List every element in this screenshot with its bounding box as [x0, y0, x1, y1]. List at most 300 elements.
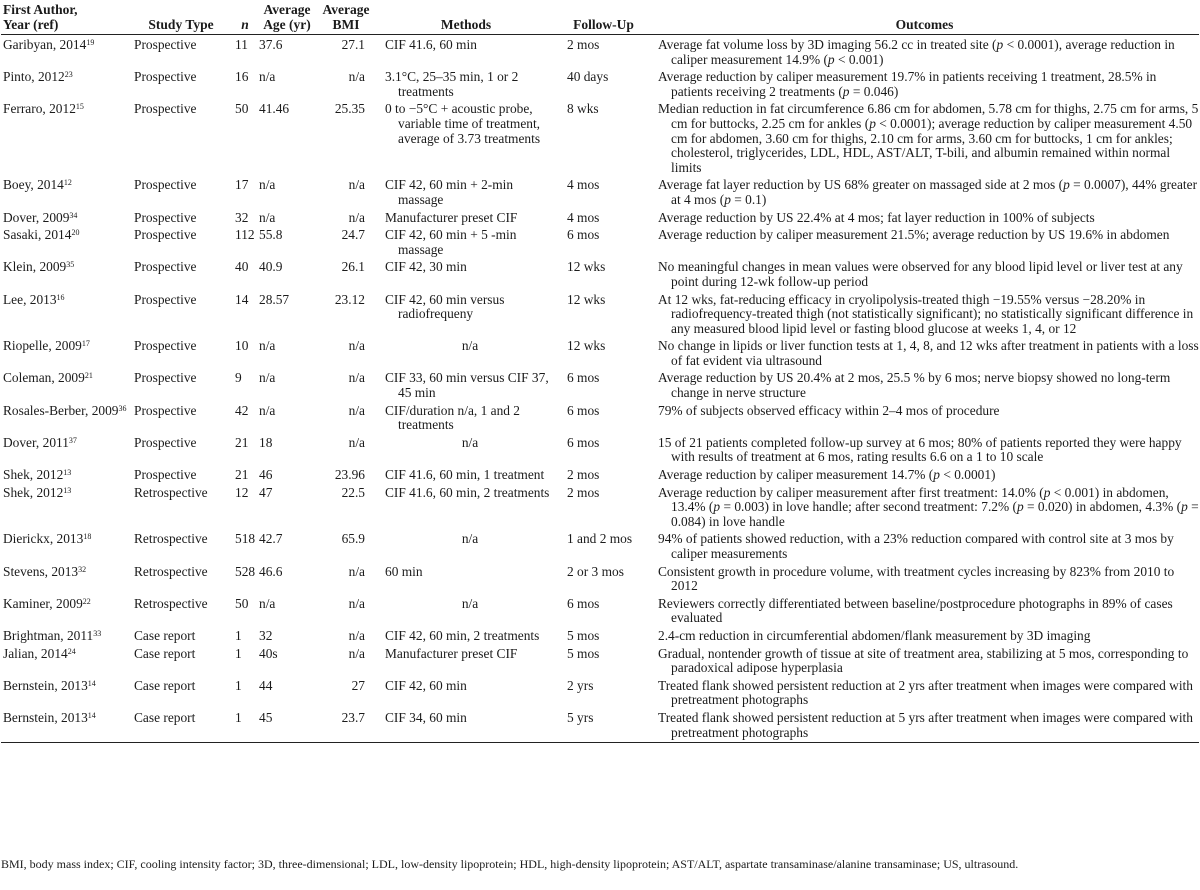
cell-bmi: n/a [348, 209, 365, 225]
cell-bmi: 27.1 [341, 37, 365, 52]
cell-methods [375, 563, 557, 595]
author-text: Kaminer, 2009 [3, 595, 83, 611]
cell-study-type: Case report [134, 677, 196, 693]
cell-author [1, 369, 129, 401]
cell-outcomes [650, 176, 1199, 208]
cell-outcomes [650, 291, 1199, 338]
outcomes-text: Gradual, nontender growth of tissue at site of treatment area, stabilizing at 5 mos, corresponding to paradoxical adipose hyperplasia [658, 645, 1189, 676]
reference-number: 35 [66, 260, 75, 270]
cell-outcomes [650, 677, 1199, 709]
reference-number: 23 [64, 70, 73, 80]
author-text: Stevens, 2013 [3, 563, 79, 579]
author-text: Shek, 2012 [3, 467, 64, 483]
table-row [1, 530, 1199, 562]
table-row [1, 35, 1199, 69]
cell-study-type: Retrospective [134, 484, 208, 500]
follow-up-text: 40 days [567, 69, 609, 85]
cell-author [1, 677, 129, 709]
cell-outcomes [650, 209, 1199, 227]
reference-number: 16 [56, 292, 65, 302]
cell-n: 10 [235, 338, 249, 354]
cell-n: 50 [235, 595, 249, 611]
cell-age: n/a [259, 69, 276, 85]
outcomes-text: Average reduction by caliper measurement 21.5%; average reduction by US 19.6% in abdomen [658, 227, 1170, 243]
methods-text: 3.1°C, 25–35 min, 1 or 2 treatments [385, 69, 519, 99]
cell-author [1, 291, 129, 338]
outcomes-text: 79% of subjects observed efficacy within 2–4 mos of procedure [658, 402, 1000, 418]
cell-n: 1 [235, 677, 242, 693]
outcomes-text: Average fat layer reduction by US 68% greater on massaged side at 2 mos (p = 0.0007), 44% greater at 4 mos (p = 0.1) [658, 177, 1198, 207]
cell-age: n/a [259, 595, 276, 611]
outcomes-text: At 12 wks, fat-reducing efficacy in cryolipolysis-treated thigh −19.55% versus −28.20% in radiofrequency-treated thigh (not statistically significant); no statistically significant difference in any measured blood lipid level or fasting blood glucose at weeks 1, 4, or 12 [658, 291, 1194, 336]
outcomes-text: 2.4-cm reduction in circumferential abdomen/flank measurement by 3D imaging [658, 627, 1091, 643]
cell-age: 18 [259, 434, 273, 450]
cell-outcomes [650, 595, 1199, 627]
cell-age: 44 [259, 677, 273, 693]
cell-outcomes [650, 369, 1199, 401]
cell-follow-up [557, 369, 650, 401]
cell-n: 528 [235, 563, 256, 579]
methods-text: Manufacturer preset CIF [385, 209, 518, 225]
follow-up-text: 2 or 3 mos [567, 563, 624, 579]
methods-text: 60 min [385, 563, 423, 579]
cell-follow-up [557, 627, 650, 645]
cell-n: 1 [233, 709, 257, 743]
methods-text: n/a [461, 338, 479, 354]
cell-methods [375, 100, 557, 176]
table-row [1, 484, 1199, 531]
cell-study-type: Prospective [134, 259, 197, 275]
cell-author [1, 563, 129, 595]
reference-number: 32 [78, 564, 87, 574]
table-row [1, 176, 1199, 208]
methods-text: CIF 42, 60 min + 2-min massage [385, 177, 514, 207]
methods-text: CIF 42, 60 min [385, 677, 467, 693]
cell-follow-up [557, 337, 650, 369]
outcomes-text: Average fat volume loss by 3D imaging 56.2 cc in treated site (p < 0.0001), average reduction in caliper measurement 14.9% (p < 0.001) [658, 37, 1175, 67]
cell-study-type: Prospective [134, 291, 197, 307]
cell-author [1, 337, 129, 369]
cell-bmi: 23.7 [317, 709, 375, 743]
follow-up-text: 5 mos [567, 645, 600, 661]
methods-text: CIF 34, 60 min [385, 709, 467, 725]
cell-outcomes [650, 530, 1199, 562]
outcomes-text: No change in lipids or liver function tests at 1, 4, 8, and 12 wks after treatment in patients with a loss of fat evident via ultrasound [658, 338, 1199, 368]
table-row [1, 595, 1199, 627]
table-row [1, 209, 1199, 227]
author-text: Riopelle, 2009 [3, 338, 82, 354]
cell-age: n/a [259, 209, 276, 225]
table-row [1, 100, 1199, 176]
cell-author [1, 645, 129, 677]
cell-follow-up [557, 709, 650, 743]
cell-author [1, 530, 129, 562]
cell-follow-up [557, 100, 650, 176]
table-row [1, 291, 1199, 338]
cell-n: 112 [235, 227, 255, 243]
cell-study-type: Prospective [134, 434, 197, 450]
cell-n: 9 [235, 370, 242, 386]
outcomes-text: Reviewers correctly differentiated between baseline/postprocedure photographs in 89% of cases evaluated [658, 595, 1173, 626]
cell-follow-up [557, 484, 650, 531]
cell-bmi: 24.7 [341, 227, 365, 243]
cell-methods [375, 709, 557, 743]
methods-text: CIF 42, 60 min versus radiofrequeny [385, 291, 505, 322]
follow-up-text: 1 and 2 mos [567, 531, 633, 547]
table-row [1, 68, 1199, 100]
reference-number: 21 [84, 371, 93, 381]
cell-methods [375, 369, 557, 401]
cell-follow-up [557, 258, 650, 290]
author-text: Garibyan, 2014 [3, 37, 87, 52]
outcomes-text: Average reduction by US 22.4% at 4 mos; fat layer reduction in 100% of subjects [658, 209, 1095, 225]
cell-methods [375, 677, 557, 709]
table-row [1, 258, 1199, 290]
cell-study-type: Prospective [134, 402, 197, 418]
cell-follow-up [557, 595, 650, 627]
outcomes-text: Average reduction by caliper measurement 14.7% (p < 0.0001) [658, 467, 996, 483]
cell-study-type: Prospective [134, 227, 197, 243]
cell-follow-up [557, 68, 650, 100]
cell-study-type: Retrospective [134, 531, 208, 547]
cell-study-type: Prospective [134, 467, 197, 483]
author-text: Bernstein, 2013 [3, 709, 88, 725]
author-text: Sasaki, 2014 [3, 227, 72, 243]
methods-text: CIF 41.6, 60 min, 2 treatments [385, 484, 550, 500]
outcomes-text: 15 of 21 patients completed follow-up survey at 6 mos; 80% of patients reported they were happy with results of treatment at 6 mos, rating results 6.6 on a 1 to 10 scale [658, 434, 1182, 465]
follow-up-text: 6 mos [567, 370, 600, 386]
cell-methods [375, 434, 557, 466]
table-row [1, 337, 1199, 369]
cell-methods [375, 484, 557, 531]
author-text: Lee, 2013 [3, 291, 57, 307]
cell-author [1, 68, 129, 100]
cell-methods [375, 530, 557, 562]
cell-bmi: 22.5 [341, 484, 365, 500]
cell-methods [375, 209, 557, 227]
cell-outcomes [650, 645, 1199, 677]
studies-table [1, 2, 1199, 743]
table-row [1, 709, 1199, 743]
methods-text: CIF 42, 60 min + 5 -min massage [385, 227, 517, 257]
cell-follow-up [557, 226, 650, 258]
cell-study-type: Case report [134, 627, 196, 643]
cell-follow-up [557, 402, 650, 434]
cell-methods [375, 402, 557, 434]
cell-methods [375, 35, 557, 69]
cell-follow-up [557, 209, 650, 227]
table-row [1, 226, 1199, 258]
cell-n: 518 [235, 531, 256, 547]
reference-number: 20 [71, 228, 80, 238]
cell-study-type: Prospective [134, 69, 197, 85]
cell-follow-up [557, 530, 650, 562]
methods-text: Manufacturer preset CIF [385, 645, 518, 661]
cell-n: 21 [235, 434, 249, 450]
cell-age: 32 [259, 627, 273, 643]
cell-study-type: Case report [134, 645, 196, 661]
cell-bmi: 65.9 [341, 531, 365, 547]
cell-n: 16 [235, 69, 249, 85]
cell-age: n/a [259, 402, 276, 418]
cell-outcomes [650, 434, 1199, 466]
cell-follow-up [557, 35, 650, 69]
author-text: Boey, 2014 [3, 177, 64, 193]
cell-bmi: n/a [348, 595, 365, 611]
cell-follow-up [557, 645, 650, 677]
cell-age: 37.6 [259, 37, 283, 52]
cell-author [1, 209, 129, 227]
cell-age: n/a [259, 338, 276, 354]
cell-age: 42.7 [259, 531, 283, 547]
methods-text: CIF/duration n/a, 1 and 2 treatments [385, 402, 521, 433]
table-row [1, 434, 1199, 466]
methods-text: CIF 33, 60 min versus CIF 37, 45 min [385, 370, 549, 401]
follow-up-text: 5 mos [567, 627, 600, 643]
cell-outcomes [650, 226, 1199, 258]
cell-methods [375, 68, 557, 100]
outcomes-text: Treated flank showed persistent reduction at 5 yrs after treatment when images were compared with pretreatment photographs [658, 709, 1193, 740]
cell-follow-up [557, 466, 650, 484]
cell-bmi: 27 [351, 677, 365, 693]
cell-author [1, 226, 129, 258]
table-body [1, 35, 1199, 743]
reference-number: 14 [87, 678, 96, 688]
outcomes-text: No meaningful changes in mean values were observed for any blood lipid level or liver test at any point during 12-wk follow-up period [658, 259, 1183, 289]
cell-follow-up [557, 563, 650, 595]
reference-number: 13 [63, 485, 72, 495]
reference-number: 13 [63, 468, 72, 478]
reference-number: 37 [68, 435, 77, 445]
cell-outcomes [650, 35, 1199, 69]
reference-number: 36 [118, 403, 127, 413]
cell-study-type: Prospective [134, 101, 197, 117]
follow-up-text: 4 mos [567, 177, 600, 193]
reference-number: 15 [75, 102, 84, 112]
methods-text: n/a [461, 595, 479, 611]
outcomes-text: Median reduction in fat circumference 6.86 cm for abdomen, 5.78 cm for thighs, 2.75 cm for arms, 5 cm for buttocks, 2.25 cm for ankles (p < 0.0001); average reduction by caliper measurement 4.50 cm for abdomen, 3.60 cm for thighs, 2.10 cm for arms, 3.60 cm for buttocks, 1 cm for ankles; cholesterol, triglycerides, LDL, HDL, AST/ALT, T-bili, and albumin remained within normal limits [658, 101, 1199, 175]
author-text: Jalian, 2014 [3, 645, 68, 661]
cell-age: 45 [257, 709, 317, 743]
cell-author [1, 595, 129, 627]
author-text: Bernstein, 2013 [3, 677, 88, 693]
author-text: Klein, 2009 [3, 259, 67, 275]
author-text: Ferraro, 2012 [3, 101, 76, 117]
cell-bmi: n/a [348, 627, 365, 643]
outcomes-text: Treated flank showed persistent reduction at 2 yrs after treatment when images were compared with pretreatment photographs [658, 677, 1193, 708]
cell-outcomes [650, 337, 1199, 369]
table-row [1, 369, 1199, 401]
cell-study-type: Prospective [134, 370, 197, 386]
cell-bmi: n/a [348, 370, 365, 386]
table-row [1, 627, 1199, 645]
follow-up-text: 2 mos [567, 484, 600, 500]
cell-study-type: Retrospective [134, 563, 208, 579]
cell-methods [375, 595, 557, 627]
header-author: First Author, Year (ref) [1, 2, 129, 35]
header-methods: Methods [375, 2, 557, 35]
cell-author [1, 434, 129, 466]
cell-methods [375, 258, 557, 290]
header-row [1, 2, 1199, 35]
cell-bmi: n/a [348, 338, 365, 354]
cell-methods [375, 645, 557, 677]
author-text: Dover, 2011 [3, 434, 69, 450]
follow-up-text: 6 mos [567, 227, 600, 243]
author-text: Dover, 2009 [3, 209, 70, 225]
reference-number: 19 [86, 38, 95, 47]
cell-methods [375, 226, 557, 258]
cell-n: 1 [235, 645, 242, 661]
cell-bmi: n/a [348, 402, 365, 418]
reference-number: 24 [67, 646, 76, 656]
cell-methods [375, 176, 557, 208]
cell-n: 42 [235, 402, 249, 418]
cell-age: 41.46 [259, 101, 290, 117]
cell-n: 21 [235, 467, 249, 483]
cell-follow-up [557, 677, 650, 709]
cell-outcomes [650, 709, 1199, 743]
cell-author [1, 35, 129, 69]
cell-bmi: n/a [348, 434, 365, 450]
cell-bmi: 23.96 [334, 467, 365, 483]
table-row [1, 466, 1199, 484]
header-study-type: Study Type [129, 2, 233, 35]
follow-up-text: 6 mos [567, 434, 600, 450]
cell-n: 1 [235, 627, 242, 643]
cell-n: 11 [235, 37, 248, 52]
cell-follow-up [557, 434, 650, 466]
cell-outcomes [650, 563, 1199, 595]
methods-text: CIF 42, 60 min, 2 treatments [385, 627, 540, 643]
methods-text: n/a [461, 531, 479, 547]
cell-author [1, 627, 129, 645]
follow-up-text: 4 mos [567, 209, 600, 225]
cell-bmi: n/a [348, 69, 365, 85]
reference-number: 18 [83, 532, 92, 542]
author-text: Rosales-Berber, 2009 [3, 402, 119, 418]
follow-up-text: 12 wks [567, 259, 606, 275]
reference-number: 33 [93, 628, 102, 638]
cell-author [1, 258, 129, 290]
follow-up-text: 12 wks [567, 338, 606, 354]
cell-bmi: 25.35 [334, 101, 365, 117]
header-bmi: Average BMI [317, 2, 375, 35]
cell-author [1, 176, 129, 208]
cell-n: 50 [235, 101, 249, 117]
header-outcomes: Outcomes [650, 2, 1199, 35]
cell-study-type: Case report [129, 709, 233, 743]
follow-up-text: 2 mos [567, 37, 600, 52]
author-text: Shek, 2012 [3, 484, 64, 500]
cell-outcomes [650, 258, 1199, 290]
cell-age: 40.9 [259, 259, 283, 275]
table-row [1, 563, 1199, 595]
follow-up-text: 6 mos [567, 595, 600, 611]
follow-up-text: 8 wks [567, 101, 599, 117]
follow-up-text: 2 mos [567, 467, 600, 483]
cell-age: 40s [259, 645, 278, 661]
cell-bmi: n/a [348, 177, 365, 193]
cell-age: 55.8 [259, 227, 283, 243]
methods-text: 0 to −5°C + acoustic probe, variable time of treatment, average of 3.73 treatments [385, 101, 541, 146]
cell-outcomes [650, 100, 1199, 176]
cell-author [1, 484, 129, 531]
cell-age: 28.57 [259, 291, 290, 307]
author-text: Brightman, 2011 [3, 627, 94, 643]
cell-outcomes [650, 466, 1199, 484]
follow-up-text: 12 wks [567, 291, 606, 307]
methods-text: CIF 41.6, 60 min, 1 treatment [385, 467, 545, 483]
cell-methods [375, 627, 557, 645]
cell-methods [375, 337, 557, 369]
header-age: Average Age (yr) [257, 2, 317, 35]
cell-n: 12 [235, 484, 249, 500]
reference-number: 17 [81, 339, 90, 349]
cell-outcomes [650, 484, 1199, 531]
cell-bmi: n/a [348, 563, 365, 579]
cell-age: n/a [259, 177, 276, 193]
cell-n: 14 [235, 291, 249, 307]
cell-bmi: n/a [348, 645, 365, 661]
cell-bmi: 23.12 [334, 291, 365, 307]
methods-text: CIF 42, 30 min [385, 259, 467, 275]
cell-n: 40 [235, 259, 249, 275]
follow-up-text: 6 mos [567, 402, 600, 418]
cell-author [1, 100, 129, 176]
follow-up-text: 5 yrs [567, 709, 594, 725]
author-text: Pinto, 2012 [3, 69, 65, 85]
methods-text: n/a [461, 434, 479, 450]
cell-methods [375, 291, 557, 338]
author-text: Coleman, 2009 [3, 370, 85, 386]
reference-number: 14 [87, 710, 96, 720]
cell-study-type: Prospective [134, 37, 197, 52]
cell-age: n/a [259, 370, 276, 386]
cell-author [1, 402, 129, 434]
header-follow-up: Follow-Up [557, 2, 650, 35]
outcomes-text: Consistent growth in procedure volume, with treatment cycles increasing by 823% from 2010 to 2012 [658, 563, 1175, 594]
header-n: n [233, 2, 257, 35]
cell-n: 17 [235, 177, 249, 193]
cell-age: 47 [259, 484, 273, 500]
table-footnote: BMI, body mass index; CIF, cooling intensity factor; 3D, three-dimensional; LDL, low-density lipoprotein; HDL, high-density lipoprotein; AST/ALT, aspartate transaminase/alanine transaminase; US, ultrasound. [1, 857, 1019, 871]
reference-number: 34 [69, 210, 78, 220]
cell-study-type: Prospective [134, 209, 197, 225]
table-row [1, 677, 1199, 709]
cell-outcomes [650, 402, 1199, 434]
cell-follow-up [557, 291, 650, 338]
table-row [1, 402, 1199, 434]
cell-study-type: Prospective [134, 177, 197, 193]
cell-outcomes [650, 68, 1199, 100]
cell-follow-up [557, 176, 650, 208]
cell-author [1, 709, 129, 743]
outcomes-text: 94% of patients showed reduction, with a 23% reduction compared with control site at 3 mos by caliper measurements [658, 531, 1174, 561]
cell-n: 32 [235, 209, 249, 225]
author-text: Dierickx, 2013 [3, 531, 84, 547]
reference-number: 22 [82, 596, 91, 606]
reference-number: 12 [63, 178, 72, 188]
cell-study-type: Retrospective [134, 595, 208, 611]
cell-study-type: Prospective [134, 338, 197, 354]
cell-methods [375, 466, 557, 484]
methods-text: CIF 41.6, 60 min [385, 37, 477, 52]
cell-author [1, 466, 129, 484]
cell-age: 46.6 [259, 563, 283, 579]
outcomes-text: Average reduction by caliper measurement 19.7% in patients receiving 1 treatment, 28.5% in patients receiving 2 treatments (p = 0.046) [658, 69, 1157, 99]
outcomes-text: Average reduction by US 20.4% at 2 mos, 25.5 % by 6 mos; nerve biopsy showed no long-term change in nerve structure [658, 370, 1171, 401]
